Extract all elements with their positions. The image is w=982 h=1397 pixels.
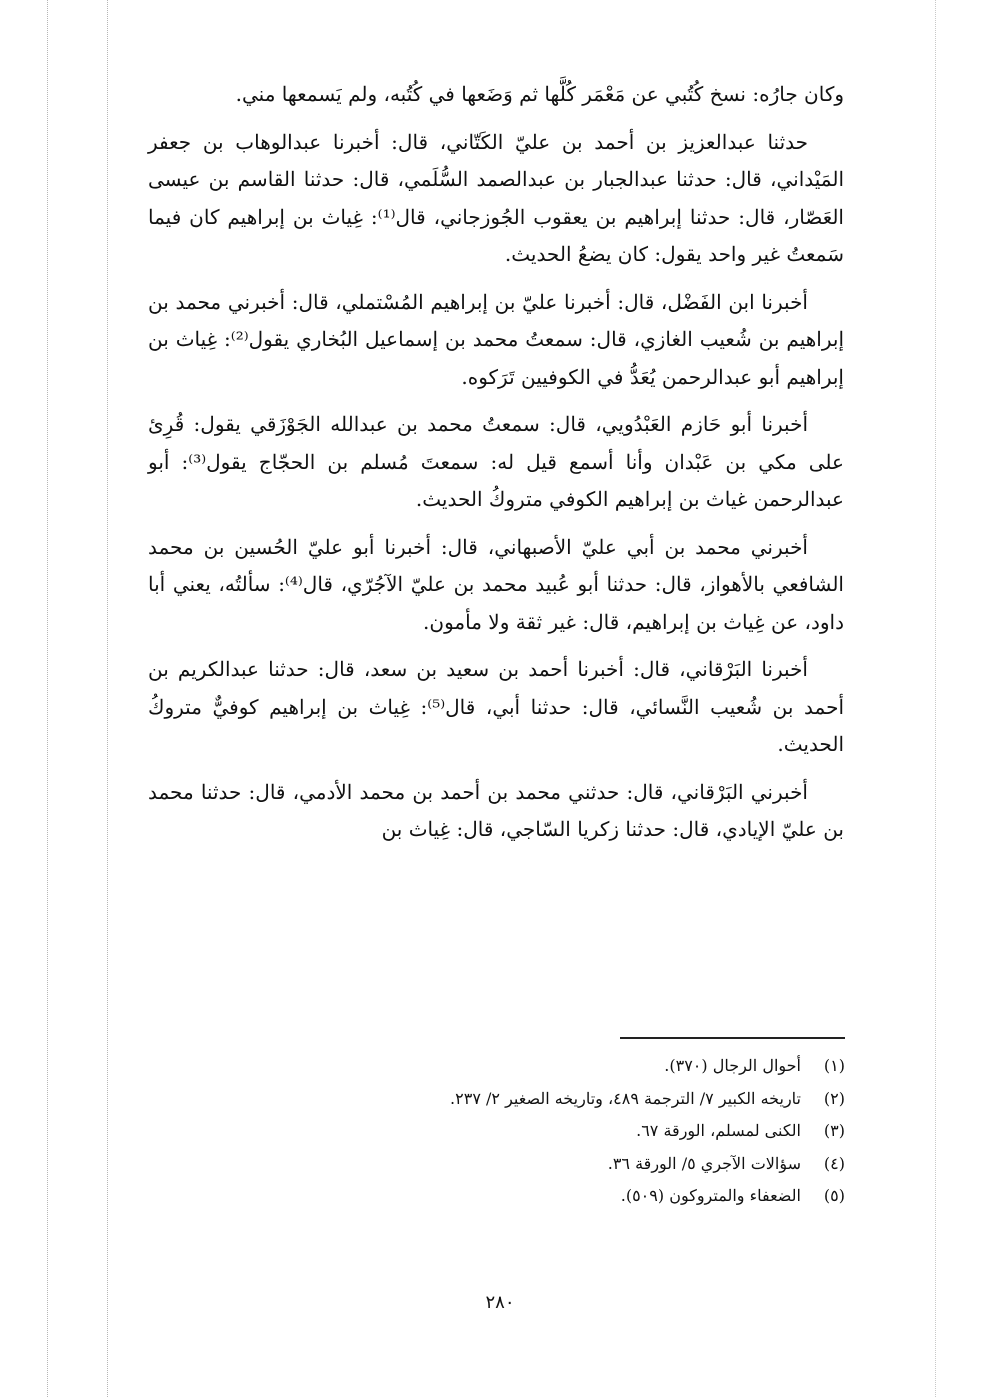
footnote: [300, 1180, 845, 1213]
footnote-number: (٥): [823, 1186, 845, 1205]
paragraph: حدثنا عبدالعزيز بن أحمد بن عليّ الكَتّاني، قال: أخبرنا عبدالوهاب بن جعفر المَيْداني، قال: حدثنا عبدالجبار بن عبدالصمد السُّلَمي، قال: حدثنا القاسم بن عيسى العَصّار، قال: حدثنا إبراهيم بن يعقوب الجُوزجاني، قال⁽¹⁾: غِياث بن إبراهيم كان فيما سَمعتُ غير واحد يقول: كان يضعُ الحديث.: [148, 129, 845, 266]
footnote: [300, 1083, 845, 1116]
footnote-number: (٢): [823, 1088, 845, 1108]
footnote-text: تاريخه الكبير ٧/ الترجمة ٤٨٩، وتاريخه الصغير ٢/ ٢٣٧.: [450, 1088, 801, 1108]
paragraph: أخبرنا أبو حَازم العَبْدُويي، قال: سمعتُ محمد بن عبدالله الجَوْزَقي يقول: قُرِئ على مكي بن عَبْدان وأنا أسمع قيل له: سمعتَ مُسلم بن الحجّاج يقول⁽³⁾: أبو عبدالرحمن غياث بن إبراهيم الكوفي متروكُ الحديث.: [148, 412, 844, 511]
scan-artifact-line: [107, 0, 108, 1397]
scan-artifact-line: [935, 0, 936, 1397]
footnote: [300, 1050, 845, 1083]
paragraph: أخبرني البَرْقاني، قال: حدثني محمد بن أحمد بن محمد الأدمي، قال: حدثنا محمد بن عليّ الإيادي، قال: حدثنا زكريا السّاجي، قال: غِياث بن: [148, 779, 844, 841]
footnote-text: سؤالات الآجري ٥/ الورقة ٣٦.: [607, 1153, 801, 1173]
main-text: [148, 76, 844, 859]
footnotes: [300, 1050, 845, 1213]
footnote-separator: [620, 1037, 845, 1039]
paragraph: وكان جارُه: نسخ كُتُبي عن مَعْمَر كُلَّها ثم وَضَعها في كُتُبه، ولم يَسمعها مني.: [235, 82, 844, 106]
scan-artifact-line: [47, 0, 48, 1397]
footnote-text: الكنى لمسلم، الورقة ٦٧.: [636, 1121, 801, 1140]
footnote-number: (١): [823, 1056, 845, 1075]
footnote: [300, 1148, 845, 1181]
footnote-text: الضعفاء والمتروكون (٥٠٩).: [620, 1186, 801, 1205]
paragraph: أخبرنا البَرْقاني، قال: أخبرنا أحمد بن سعيد بن سعد، قال: حدثنا عبدالكريم بن أحمد بن شُعيب النَّسائي، قال: حدثنا أبي، قال⁽⁵⁾: غِياث بن إبراهيم كوفيٌّ متروكُ الحديث.: [148, 657, 844, 756]
footnote-number: (٣): [823, 1121, 845, 1140]
footnote-text: أحوال الرجال (٣٧٠).: [664, 1056, 801, 1075]
page-number: ٢٨٠: [485, 1292, 515, 1313]
footnote-number: (٤): [823, 1153, 845, 1173]
paragraph: أخبرنا ابن الفَضْل، قال: أخبرنا عليّ بن إبراهيم المُسْتملي، قال: أخبرني محمد بن إبراهيم بن شُعيب الغازي، قال: سمعتُ محمد بن إسماعيل البُخاري يقول⁽²⁾: غِياث بن إبراهيم أبو عبدالرحمن يُعَدُّ في الكوفيين تَرَكوه.: [148, 289, 845, 389]
paragraph: أخبرني محمد بن أبي عليّ الأصبهاني، قال: أخبرنا أبو عليّ الحُسين بن محمد الشافعي بالأهواز، قال: حدثنا أبو عُبيد محمد بن عليّ الآجُرّي، قال⁽⁴⁾: سألتُه، يعني أبا داود، عن غِياث بن إبراهيم، قال: غير ثقة ولا مأمون.: [148, 534, 844, 634]
footnote: [300, 1115, 845, 1148]
